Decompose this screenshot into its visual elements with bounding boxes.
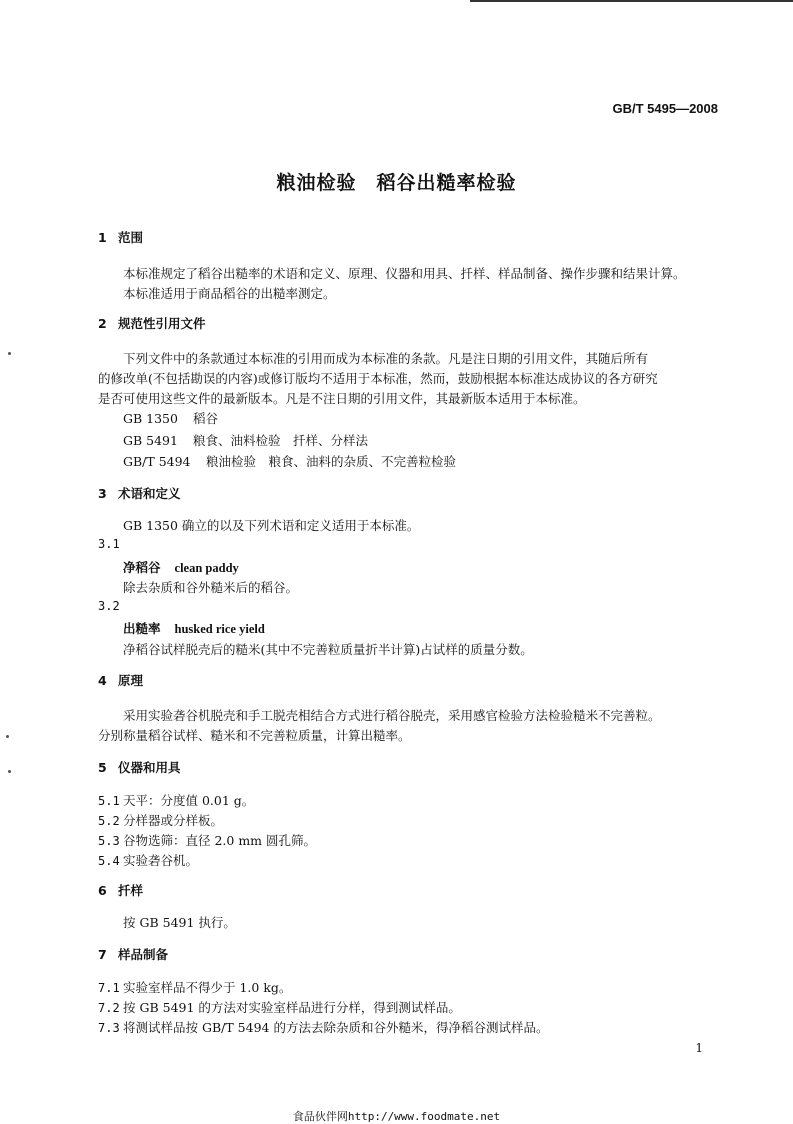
paragraph-line: 下列文件中的条款通过本标准的引用而成为本标准的条款。凡是注日期的引用文件，其随后所有 bbox=[123, 351, 649, 366]
paragraph-line: 采用实验砻谷机脱壳和手工脱壳相结合方式进行稻谷脱壳，采用感官检验方法检验糙米不完善粒。 bbox=[123, 708, 661, 723]
paragraph: GB 1350 确立的以及下列术语和定义适用于本标准。 bbox=[123, 518, 420, 533]
list-item: 5.3 谷物选筛：直径 2.0 mm 圆孔筛。 bbox=[98, 833, 317, 848]
section-heading-3: 3 术语和定义 bbox=[98, 486, 181, 501]
paragraph: 本标准规定了稻谷出糙率的术语和定义、原理、仪器和用具、扦样、样品制备、操作步骤和结果计算。 bbox=[123, 266, 686, 281]
term-number: 3.2 bbox=[98, 599, 120, 613]
page-title: 粮油检验 稻谷出糙率检验 bbox=[276, 172, 517, 194]
reference-item: GB/T 5494 粮油检验 粮食、油料的杂质、不完善粒检验 bbox=[123, 454, 457, 469]
reference-item: GB 1350 稻谷 bbox=[123, 411, 219, 426]
standard-number: GB/T 5495—2008 bbox=[612, 101, 718, 116]
list-item: 5.4 实验砻谷机。 bbox=[98, 853, 199, 868]
scan-mark bbox=[8, 352, 11, 355]
paragraph-line: 的修改单(不包括勘误的内容)或修订版均不适用于本标准，然而，鼓励根据本标准达成协议的各方研究 bbox=[98, 371, 658, 386]
section-heading-4: 4 原理 bbox=[98, 673, 144, 688]
paragraph: 按 GB 5491 执行。 bbox=[123, 915, 236, 930]
term-entry: 出糙率 husked rice yield bbox=[123, 621, 265, 636]
reference-item: GB 5491 粮食、油料检验 扦样、分样法 bbox=[123, 433, 369, 448]
term-number: 3.1 bbox=[98, 537, 120, 551]
section-heading-7: 7 样品制备 bbox=[98, 947, 169, 962]
page-number: 1 bbox=[695, 1041, 703, 1055]
section-heading-2: 2 规范性引用文件 bbox=[98, 316, 206, 331]
paragraph: 本标准适用于商品稻谷的出糙率测定。 bbox=[123, 286, 336, 301]
scan-mark bbox=[8, 770, 11, 773]
list-item: 7.1 实验室样品不得少于 1.0 kg。 bbox=[98, 980, 292, 995]
scan-mark bbox=[6, 735, 9, 738]
term-definition: 除去杂质和谷外糙米后的稻谷。 bbox=[123, 580, 299, 595]
paragraph-line: 是否可使用这些文件的最新版本。凡是不注日期的引用文件，其最新版本适用于本标准。 bbox=[98, 391, 586, 406]
scan-top-line bbox=[470, 0, 793, 2]
paragraph-line: 分别称量稻谷试样、糙米和不完善粒质量，计算出糙率。 bbox=[98, 728, 411, 743]
list-item: 7.3 将测试样品按 GB/T 5494 的方法去除杂质和谷外糙米，得净稻谷测试样品。 bbox=[98, 1020, 549, 1035]
list-item: 7.2 按 GB 5491 的方法对实验室样品进行分样，得到测试样品。 bbox=[98, 1000, 461, 1015]
list-item: 5.1 天平：分度值 0.01 g。 bbox=[98, 793, 255, 808]
term-entry: 净稻谷 clean paddy bbox=[123, 560, 239, 575]
footer-watermark: 食品伙伴网http://www.foodmate.net bbox=[292, 1110, 501, 1123]
section-heading-6: 6 扦样 bbox=[98, 883, 144, 898]
list-item: 5.2 分样器或分样板。 bbox=[98, 813, 224, 828]
section-heading-1: 1 范围 bbox=[98, 230, 144, 245]
term-definition: 净稻谷试样脱壳后的糙米(其中不完善粒质量折半计算)占试样的质量分数。 bbox=[123, 642, 533, 657]
section-heading-5: 5 仪器和用具 bbox=[98, 760, 181, 775]
